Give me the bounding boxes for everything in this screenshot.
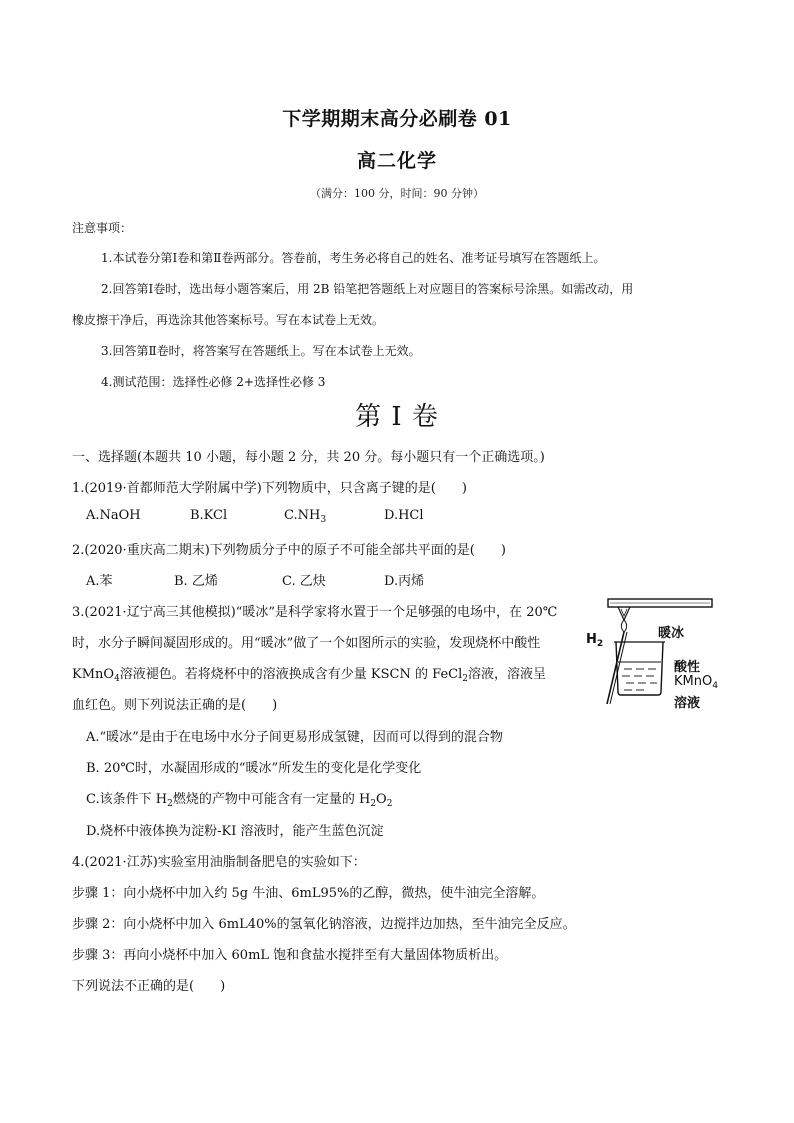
question-2-option-d: D.丙烯 [384,574,425,589]
section-heading: 一、选择题(本题共 10 小题，每小题 2 分，共 20 分。每小题只有一个正确选项。) [72,450,545,465]
figure-label-h2: $H_2$ [586,632,604,649]
notes-item-2-line-1: 2.回答第Ⅰ卷时，选出每小题答案后，用 2B 铅笔把答题纸上对应题目的答案标号涂黑。如需改动，用 [101,282,634,296]
question-2-option-a: A.苯 [86,574,113,589]
notes-item-2-line-2: 橡皮擦干净后，再选涂其他答案标号。写在本试卷上无效。 [72,313,385,327]
question-2-option-c: C. 乙炔 [282,574,326,589]
question-3-option-c: C.该条件下 $H_2$燃烧的产物中可能含有一定量的 $H_2O_2$ [86,792,393,809]
question-3-option-a: A.“暖冰”是由于在电场中水分子间更易形成氢键，因而可以得到的混合物 [86,730,503,745]
question-3-option-d: D.烧杯中液体换为淀粉-KI 溶液时，能产生蓝色沉淀 [86,824,384,839]
figure-label-warm-ice: 暖冰 [658,626,685,641]
question-4-step-3: 步骤 3：再向小烧杯中加入 60mL 饱和食盐水搅拌至有大量固体物质析出。 [72,948,508,963]
question-4-step-1: 步骤 1：向小烧杯中加入约 5g 牛油、6mL95%的乙醇，微热，使牛油完全溶解。 [72,886,545,901]
question-4-step-2: 步骤 2：向小烧杯中加入 6mL40%的氢氧化钠溶液，边搅拌边加热，至牛油完全反应。 [72,917,576,932]
question-1-option-d: D.HCl [384,508,424,523]
question-1-option-b: B.KCl [190,508,228,523]
question-3-option-b: B. 20℃时，水凝固形成的“暖冰”所发生的变化是化学变化 [86,761,422,776]
question-3-line-1: 3.(2021·辽宁高三其他模拟)“暖冰”是科学家将水置于一个足够强的电场中，在 20℃ [72,605,558,620]
question-2-option-b: B. 乙烯 [174,574,218,589]
question-3-line-4: 血红色。则下列说法正确的是( ) [72,698,278,713]
question-1-option-c: $C.NH_3$ [284,508,327,525]
notes-item-3: 3.回答第Ⅱ卷时，将答案写在答题纸上。写在本试卷上无效。 [101,344,421,358]
question-4-prompt: 下列说法不正确的是( ) [72,979,226,994]
figure-label-kmno4: KMnO$_4$ [674,674,718,691]
notes-item-1: 1.本试卷分第Ⅰ卷和第Ⅱ卷两部分。答卷前，考生务必将自己的姓名、准考证号填写在答题纸上。 [101,251,606,265]
question-3-line-2: 时，水分子瞬间凝固形成的。用“暖冰”做了一个如图所示的实验，发现烧杯中酸性 [72,636,541,651]
question-1-stem: 1.(2019·首都师范大学附属中学)下列物质中，只含离子键的是( ) [72,481,467,496]
exam-info: （满分：100 分，时间：90 分钟） [310,187,484,200]
question-2-stem: 2.(2020·重庆高二期末)下列物质分子中的原子不可能全部共平面的是( ) [72,543,506,558]
volume-title: 第 I 卷 [355,402,439,432]
figure-label-acidic: 酸性 [674,660,701,675]
question-1-option-a: A.NaOH [86,508,141,523]
apparatus-drawing [580,596,730,711]
question-4-stem: 4.(2021·江苏)实验室用油脂制备肥皂的实验如下： [72,855,366,870]
question-3-line-3: KMnO$_4$溶液褪色。若将烧杯中的溶液换成含有少量 KSCN 的 FeCl$_2$溶液，溶液呈 [72,667,546,684]
figure-label-solution: 溶液 [674,696,701,711]
exam-subject: 高二化学 [356,150,437,172]
experiment-figure [580,596,730,711]
notes-item-4: 4.测试范围：选择性必修 2+选择性必修 3 [101,375,326,389]
exam-title: 下学期期末高分必刷卷 01 [282,108,512,130]
notes-heading: 注意事项： [72,221,133,235]
